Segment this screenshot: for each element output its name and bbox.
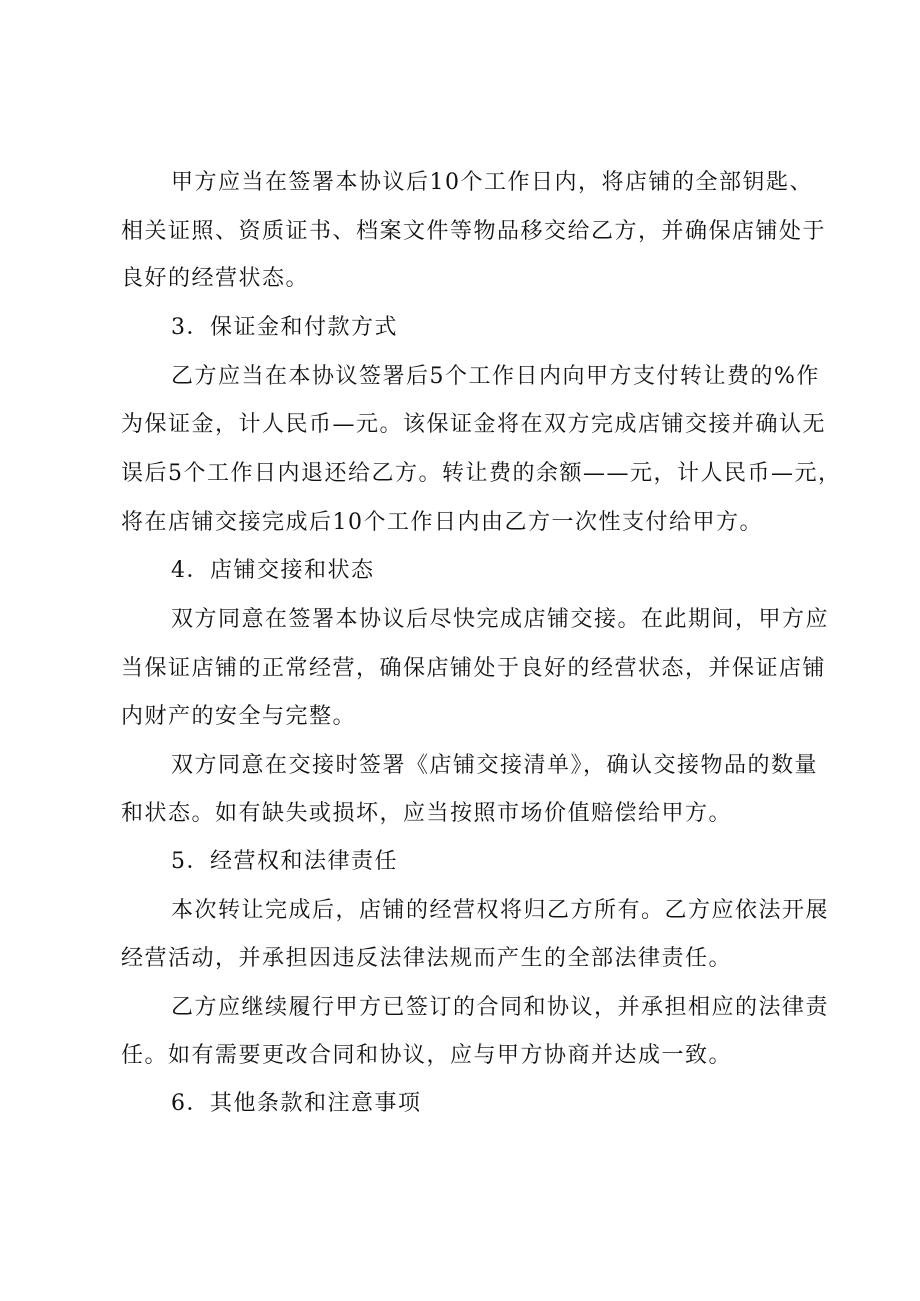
- paragraph-5-line-2: 经营活动，并承担因违反法律法规而产生的全部法律责任。: [121, 946, 733, 971]
- paragraph-6-line-1: 乙方应继续履行甲方已签订的合同和协议，并承担相应的法律责: [171, 995, 830, 1020]
- paragraph-3-line-3: 内财产的安全与完整。: [121, 704, 357, 729]
- section-heading-6: 6．其他条款和注意事项: [171, 1091, 422, 1116]
- paragraph-6-line-2: 任。如有需要更改合同和协议，应与甲方协商并达成一致。: [121, 1043, 733, 1068]
- section-heading-3: 3．保证金和付款方式: [171, 315, 398, 340]
- paragraph-1-line-2: 相关证照、资质证书、档案文件等物品移交给乙方，并确保店铺处于: [121, 219, 827, 244]
- paragraph-4-line-2: 和状态。如有缺失或损坏，应当按照市场价值赔偿给甲方。: [121, 801, 733, 826]
- paragraph-4-line-1: 双方同意在交接时签署《店铺交接清单》，确认交接物品的数量: [171, 753, 819, 778]
- paragraph-1-line-1: 甲方应当在签署本协议后10个工作日内，将店铺的全部钥匙、: [171, 170, 813, 195]
- paragraph-1-line-3: 良好的经营状态。: [121, 266, 310, 291]
- section-heading-4: 4．店铺交接和状态: [171, 558, 375, 583]
- paragraph-3-line-1: 双方同意在签署本协议后尽快完成店铺交接。在此期间，甲方应: [171, 607, 830, 632]
- paragraph-5-line-1: 本次转让完成后，店铺的经营权将归乙方所有。乙方应依法开展: [171, 898, 830, 923]
- paragraph-2-line-1: 乙方应当在本协议签署后5个工作日内向甲方支付转让费的%作: [171, 364, 820, 389]
- section-heading-5: 5．经营权和法律责任: [171, 849, 398, 874]
- paragraph-2-line-3: 误后5个工作日内退还给乙方。转让费的余额——元，计人民币—元，: [121, 461, 842, 486]
- paragraph-2-line-2: 为保证金，计人民币—元。该保证金将在双方完成店铺交接并确认无: [121, 412, 827, 437]
- paragraph-3-line-2: 当保证店铺的正常经营，确保店铺处于良好的经营状态，并保证店铺: [121, 656, 827, 681]
- paragraph-2-line-4: 将在店铺交接完成后10个工作日内由乙方一次性支付给甲方。: [121, 510, 763, 535]
